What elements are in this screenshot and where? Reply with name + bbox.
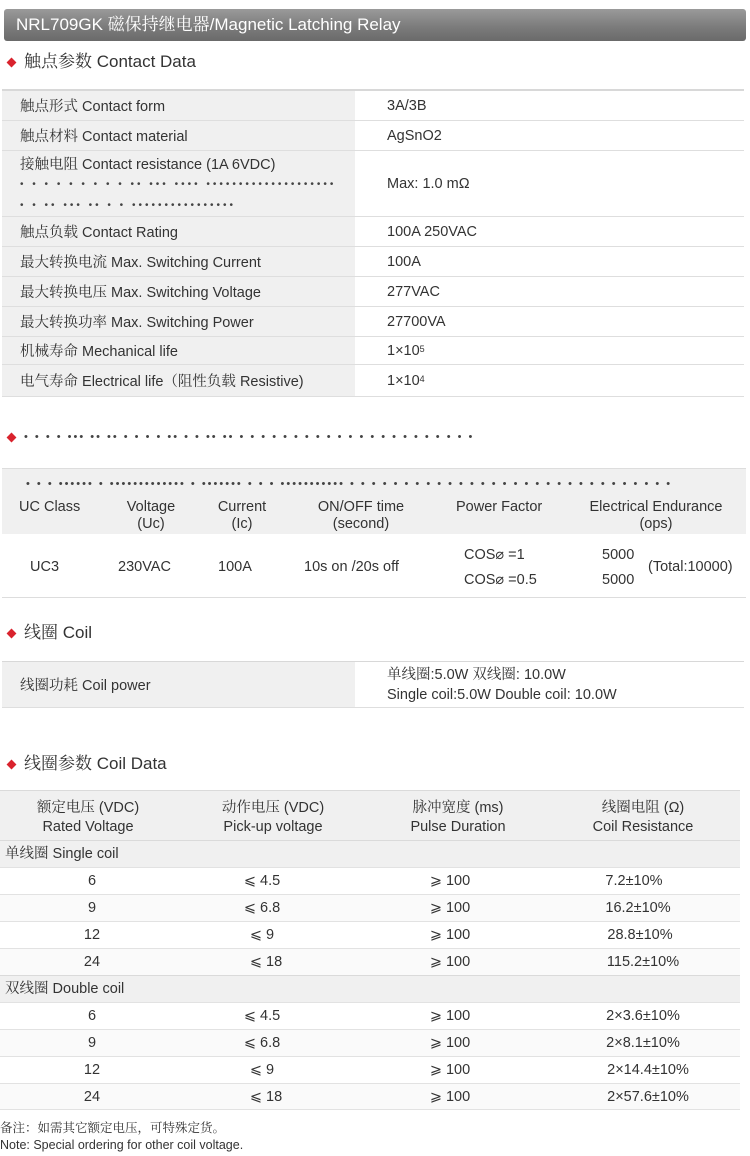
endurance-table bbox=[2, 468, 746, 598]
coil-data-table bbox=[0, 790, 740, 1110]
value-base: 1×10 bbox=[387, 372, 420, 389]
table-row bbox=[0, 921, 740, 948]
value-exponent: 4 bbox=[419, 373, 425, 384]
row-key: 触点负载 Contact Rating bbox=[2, 217, 357, 246]
cell-resistance: 16.2±10% bbox=[605, 900, 671, 916]
header-voltage-line2: (Uc) bbox=[137, 516, 165, 532]
table-row bbox=[2, 91, 744, 121]
row-value: 3A/3B bbox=[387, 97, 427, 114]
header-dots: • • • •••••• • ••••••••••••• • ••••••• • • • ••••••••••• • • • • • • • • • • • • • • • • • • • • • • • • • • • • • • bbox=[26, 478, 673, 490]
cell-pickup: ⩽ 18 bbox=[249, 954, 283, 970]
cell-total: (Total:10000) bbox=[648, 559, 733, 575]
cell-rated: 12 bbox=[83, 1062, 101, 1078]
cell-pickup: ⩽ 9 bbox=[249, 927, 275, 943]
header-coil-resistance bbox=[593, 799, 694, 837]
single-coil-rows bbox=[0, 867, 740, 975]
header-voltage bbox=[120, 499, 182, 533]
cell-rated: 9 bbox=[87, 900, 97, 916]
row-key: 接触电阻 Contact resistance (1A 6VDC) bbox=[20, 157, 276, 173]
cell-pulse: ⩾ 100 bbox=[429, 1089, 471, 1105]
cell-rated: 24 bbox=[83, 1089, 101, 1105]
table-row bbox=[2, 247, 744, 277]
row-value: 277VAC bbox=[387, 283, 440, 300]
row-value: 100A bbox=[387, 253, 421, 270]
header-en: Pick-up voltage bbox=[223, 819, 323, 835]
row-key: 最大转换功率 Max. Switching Power bbox=[2, 307, 357, 336]
cell-pulse: ⩾ 100 bbox=[429, 927, 471, 943]
cell-pickup: ⩽ 4.5 bbox=[243, 873, 281, 889]
note-cn: 备注：如需其它额定电压，可特殊定货。 bbox=[0, 1121, 226, 1135]
header-cn: 动作电压 (VDC) bbox=[221, 800, 325, 816]
header-current bbox=[214, 499, 270, 533]
header-onoff-line1: ON/OFF time bbox=[317, 499, 405, 515]
row-value bbox=[357, 365, 744, 396]
cell-ops-2: 5000 bbox=[602, 572, 635, 588]
table-row bbox=[2, 365, 744, 397]
cell-pulse: ⩾ 100 bbox=[429, 954, 471, 970]
coil-power-en: Single coil:5.0W Double coil: 10.0W bbox=[387, 686, 617, 703]
header-en: Coil Resistance bbox=[592, 819, 694, 835]
cell-pickup: ⩽ 18 bbox=[249, 1089, 283, 1105]
header-onoff-line2: (second) bbox=[332, 516, 390, 532]
row-key: 机械寿命 Mechanical life bbox=[2, 337, 357, 364]
cell-pf-1: COS⌀ =1 bbox=[464, 547, 525, 563]
cell-rated: 6 bbox=[87, 1008, 97, 1024]
cell-pulse: ⩾ 100 bbox=[429, 1035, 471, 1051]
row-key: 线圈功耗 Coil power bbox=[2, 662, 357, 707]
cell-rated: 9 bbox=[87, 1035, 97, 1051]
table-row bbox=[2, 337, 744, 365]
cell-pulse: ⩾ 100 bbox=[429, 900, 471, 916]
cell-resistance: 115.2±10% bbox=[606, 954, 680, 970]
header-pulse-duration bbox=[410, 799, 505, 837]
row-key: 最大转换电流 Max. Switching Current bbox=[2, 247, 357, 276]
row-key: 触点材料 Contact material bbox=[2, 121, 357, 150]
row-key: 触点形式 Contact form bbox=[2, 91, 357, 120]
row-value: AgSnO2 bbox=[387, 127, 442, 144]
contact-section-heading bbox=[6, 50, 196, 74]
coil-data-section-heading bbox=[6, 752, 167, 776]
cell-pulse: ⩾ 100 bbox=[429, 1062, 471, 1078]
row-value: Max: 1.0 mΩ bbox=[387, 175, 470, 192]
header-cn: 脉冲宽度 (ms) bbox=[412, 800, 504, 816]
note-en: Note: Special ordering for other coil voltage. bbox=[0, 1138, 244, 1152]
table-row bbox=[2, 151, 744, 217]
contact-section-title: 触点参数 Contact Data bbox=[24, 52, 196, 71]
table-row bbox=[0, 948, 740, 975]
cell-rated: 24 bbox=[83, 954, 101, 970]
cell-rated: 6 bbox=[87, 873, 97, 889]
cell-pf-2: COS⌀ =0.5 bbox=[464, 572, 537, 588]
coil-power-table bbox=[2, 661, 744, 708]
diamond-bullet-icon bbox=[7, 57, 17, 67]
cell-onoff: 10s on /20s off bbox=[304, 559, 399, 575]
coil-power-cn: 单线圈:5.0W 双线圈: 10.0W bbox=[387, 666, 566, 683]
header-voltage-line1: Voltage bbox=[126, 499, 176, 515]
cell-pickup: ⩽ 6.8 bbox=[243, 900, 281, 916]
table-row bbox=[2, 662, 744, 708]
diamond-bullet-icon bbox=[7, 432, 17, 442]
header-power-factor: Power Factor bbox=[456, 499, 543, 515]
endurance-row bbox=[2, 534, 746, 598]
cell-pickup: ⩽ 6.8 bbox=[243, 1035, 281, 1051]
cell-resistance: 2×3.6±10% bbox=[606, 1008, 680, 1024]
coil-section-heading bbox=[6, 621, 92, 645]
cell-ops-1: 5000 bbox=[602, 547, 635, 563]
table-row bbox=[0, 1056, 740, 1083]
table-row bbox=[2, 277, 744, 307]
header-current-line2: (Ic) bbox=[231, 516, 253, 532]
table-row bbox=[0, 867, 740, 894]
header-pickup-voltage bbox=[222, 799, 324, 837]
table-row bbox=[2, 217, 744, 247]
endurance-header bbox=[2, 468, 746, 534]
header-en: Rated Voltage bbox=[42, 819, 134, 835]
row-value: 27700VA bbox=[387, 313, 446, 330]
table-row bbox=[0, 1002, 740, 1029]
header-uc-class: UC Class bbox=[19, 499, 81, 515]
header-current-line1: Current bbox=[217, 499, 267, 515]
row-key-dots: • • • • • • • • • •• ••• •••• •••••••••••••••••••• bbox=[20, 179, 337, 190]
endurance-section-title-dots: • • • • ••• •• •• • • • • •• • • •• •• • • • • • • • • • • • • • • • • • • • • • • bbox=[24, 431, 475, 443]
header-cn: 额定电压 (VDC) bbox=[36, 800, 140, 816]
row-key-cell bbox=[2, 151, 357, 216]
single-coil-group-label: 单线圈 Single coil bbox=[0, 840, 740, 867]
table-row bbox=[0, 1083, 740, 1110]
contact-data-table bbox=[2, 89, 744, 397]
cell-pulse: ⩾ 100 bbox=[429, 1008, 471, 1024]
header-onoff bbox=[310, 499, 412, 533]
double-coil-rows bbox=[0, 1002, 740, 1110]
coil-data-section-title: 线圈参数 Coil Data bbox=[24, 754, 167, 773]
cell-voltage: 230VAC bbox=[118, 559, 171, 575]
endurance-section-heading bbox=[6, 425, 474, 449]
cell-current: 100A bbox=[218, 559, 252, 575]
row-key: 电气寿命 Electrical life（阻性负载 Resistive) bbox=[2, 365, 357, 396]
cell-resistance: 2×8.1±10% bbox=[606, 1035, 680, 1051]
coil-data-header bbox=[0, 790, 740, 840]
row-value bbox=[357, 662, 744, 707]
double-coil-group-label: 双线圈 Double coil bbox=[0, 975, 740, 1002]
cell-resistance: 2×57.6±10% bbox=[607, 1089, 689, 1105]
diamond-bullet-icon bbox=[7, 628, 17, 638]
value-exponent: 5 bbox=[419, 343, 425, 354]
page-title: NRL709GK 磁保持继电器/Magnetic Latching Relay bbox=[4, 9, 746, 41]
coil-section-title: 线圈 Coil bbox=[24, 623, 93, 642]
header-cn: 线圈电阻 (Ω) bbox=[601, 800, 685, 816]
row-key: 最大转换电压 Max. Switching Voltage bbox=[2, 277, 357, 306]
header-endurance bbox=[584, 499, 728, 533]
row-key-dots: • • •• ••• •• • • •••••••••••••••• bbox=[20, 200, 236, 211]
value-base: 1×10 bbox=[387, 342, 420, 359]
row-value: 100A 250VAC bbox=[387, 223, 478, 240]
cell-pickup: ⩽ 9 bbox=[249, 1062, 275, 1078]
header-en: Pulse Duration bbox=[410, 819, 506, 835]
row-value bbox=[357, 337, 744, 364]
header-endurance-line2: (ops) bbox=[639, 516, 673, 532]
diamond-bullet-icon bbox=[7, 759, 17, 769]
cell-pickup: ⩽ 4.5 bbox=[243, 1008, 281, 1024]
table-row bbox=[2, 307, 744, 337]
table-row bbox=[0, 1029, 740, 1056]
header-endurance-line1: Electrical Endurance bbox=[589, 499, 723, 515]
table-row bbox=[2, 121, 744, 151]
cell-resistance: 7.2±10% bbox=[605, 873, 663, 889]
cell-resistance: 28.8±10% bbox=[607, 927, 673, 943]
table-row bbox=[0, 894, 740, 921]
cell-pulse: ⩾ 100 bbox=[429, 873, 471, 889]
cell-resistance: 2×14.4±10% bbox=[607, 1062, 689, 1078]
cell-uc-class: UC3 bbox=[30, 559, 60, 575]
cell-rated: 12 bbox=[83, 927, 101, 943]
header-rated-voltage bbox=[37, 799, 139, 837]
